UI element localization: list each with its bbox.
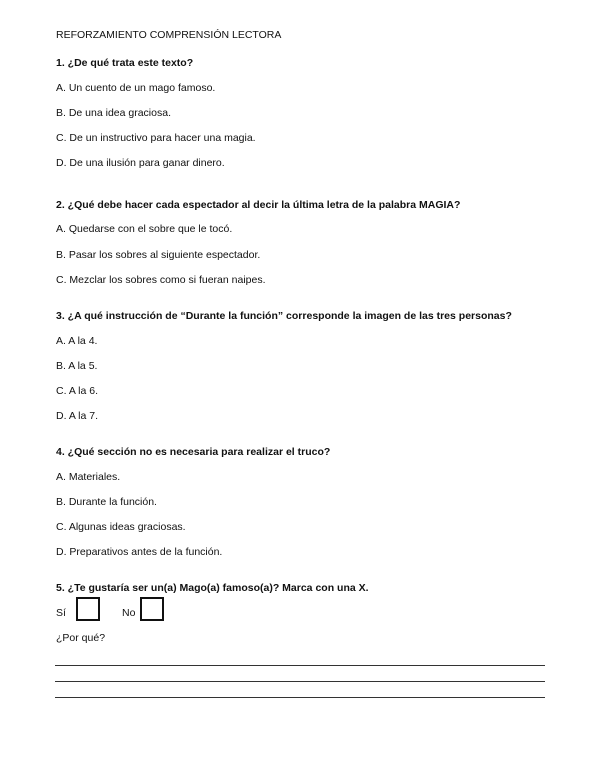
q3-option-c[interactable]: C. A la 6. xyxy=(56,385,99,397)
q1-option-a[interactable]: A. Un cuento de un mago famoso. xyxy=(56,82,216,94)
question-2: 2. ¿Qué debe hacer cada espectador al decir la última letra de la palabra MAGIA? xyxy=(56,199,461,211)
q3-option-d[interactable]: D. A la 7. xyxy=(56,410,99,422)
q2-option-b[interactable]: B. Pasar los sobres al siguiente espectador. xyxy=(56,249,261,261)
q2-option-c[interactable]: C. Mezclar los sobres como si fueran naipes. xyxy=(56,274,266,286)
q4-option-b[interactable]: B. Durante la función. xyxy=(56,496,157,508)
no-checkbox[interactable] xyxy=(140,597,164,621)
q1-option-b[interactable]: B. De una idea graciosa. xyxy=(56,107,171,119)
yes-label: Sí xyxy=(56,607,66,619)
why-label: ¿Por qué? xyxy=(56,632,106,644)
q4-option-a[interactable]: A. Materiales. xyxy=(56,471,121,483)
q4-option-d[interactable]: D. Preparativos antes de la función. xyxy=(56,546,223,558)
question-5: 5. ¿Te gustaría ser un(a) Mago(a) famoso(a)? Marca con una X. xyxy=(56,582,369,594)
q2-option-a[interactable]: A. Quedarse con el sobre que le tocó. xyxy=(56,223,233,235)
q1-option-c[interactable]: C. De un instructivo para hacer una magia. xyxy=(56,132,256,144)
yes-checkbox[interactable] xyxy=(76,597,100,621)
no-label: No xyxy=(122,607,136,619)
q4-option-c[interactable]: C. Algunas ideas graciosas. xyxy=(56,521,186,533)
question-3: 3. ¿A qué instrucción de “Durante la función” corresponde la imagen de las tres personas? xyxy=(56,310,512,322)
q3-option-a[interactable]: A. A la 4. xyxy=(56,335,98,347)
q3-option-b[interactable]: B. A la 5. xyxy=(56,360,98,372)
answer-line-1[interactable] xyxy=(55,665,545,666)
worksheet-title: REFORZAMIENTO COMPRENSIÓN LECTORA xyxy=(56,29,282,41)
question-4: 4. ¿Qué sección no es necesaria para realizar el truco? xyxy=(56,446,331,458)
question-1: 1. ¿De qué trata este texto? xyxy=(56,57,194,69)
answer-line-3[interactable] xyxy=(55,697,545,698)
q1-option-d[interactable]: D. De una ilusión para ganar dinero. xyxy=(56,157,225,169)
answer-line-2[interactable] xyxy=(55,681,545,682)
